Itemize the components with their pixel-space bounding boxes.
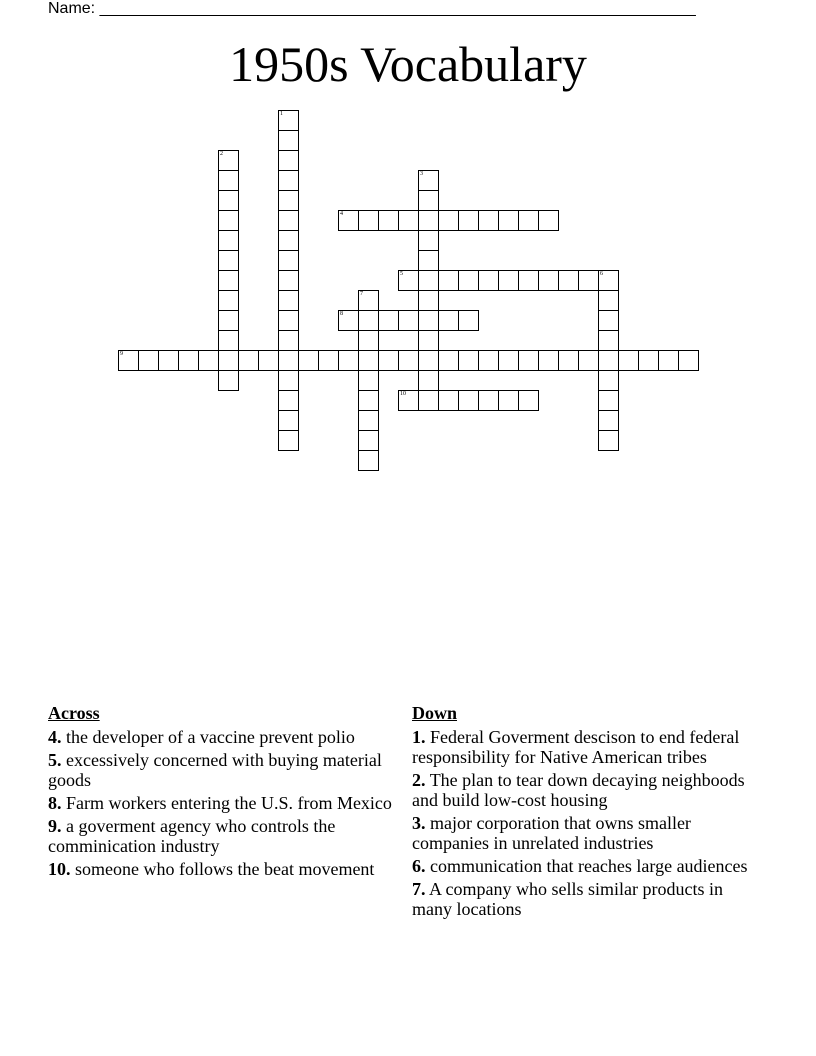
crossword-cell[interactable] [118,350,139,371]
crossword-cell[interactable] [378,210,399,231]
crossword-cell[interactable] [218,170,239,191]
clue-across [48,750,398,790]
down-heading: Down [412,703,458,723]
crossword-cell[interactable] [358,410,379,431]
crossword-cell[interactable] [538,270,559,291]
cell-number: 10 [400,391,406,397]
clue-text: a goverment agency who controls the comminication industry [48,816,336,856]
crossword-cell[interactable] [278,250,299,271]
clue-down [412,727,762,767]
crossword-cell[interactable] [278,390,299,411]
crossword-cell[interactable] [278,110,299,131]
crossword-cell[interactable] [278,410,299,431]
crossword-cell[interactable] [538,350,559,371]
crossword-cell[interactable] [458,270,479,291]
crossword-cell[interactable] [278,310,299,331]
clue-number: 7. [412,879,426,899]
crossword-cell[interactable] [178,350,199,371]
crossword-grid [0,0,816,480]
clue-text: The plan to tear down decaying neighboods and build low-cost housing [412,770,745,810]
name-field[interactable]: Name: ___________________________________________________________________ [48,0,696,17]
crossword-cell[interactable] [498,270,519,291]
crossword-cell[interactable] [318,350,339,371]
crossword-cell[interactable] [338,210,359,231]
crossword-cell[interactable] [518,270,539,291]
crossword-cell[interactable] [358,370,379,391]
clue-number: 6. [412,856,426,876]
crossword-cell[interactable] [358,290,379,311]
crossword-cell[interactable] [418,170,439,191]
crossword-cell[interactable] [438,310,459,331]
crossword-cell[interactable] [478,350,499,371]
clue-across [48,727,398,747]
crossword-cell[interactable] [278,290,299,311]
clue-text: excessively concerned with buying material goods [48,750,382,790]
cell-number: 8 [340,311,343,317]
crossword-cell[interactable] [418,350,439,371]
cell-number: 9 [120,351,123,357]
crossword-cell[interactable] [198,350,219,371]
crossword-cell[interactable] [398,350,419,371]
crossword-cell[interactable] [278,430,299,451]
across-clues [48,703,398,882]
cell-number: 4 [340,211,343,217]
clue-text: communication that reaches large audiences [430,856,748,876]
crossword-cell[interactable] [278,190,299,211]
crossword-cell[interactable] [458,210,479,231]
clue-down [412,813,762,853]
crossword-cell[interactable] [478,270,499,291]
cell-number: 7 [360,291,363,297]
crossword-cell[interactable] [218,190,239,211]
crossword-cell[interactable] [358,390,379,411]
crossword-cell[interactable] [458,350,479,371]
clue-text: A company who sells similar products in many locations [412,879,723,919]
across-heading: Across [48,703,100,723]
crossword-cell[interactable] [598,310,619,331]
clue-number: 10. [48,859,71,879]
crossword-cell[interactable] [558,270,579,291]
clue-across [48,859,398,879]
page-title: 1950s Vocabulary [229,36,587,92]
crossword-cell[interactable] [678,350,699,371]
crossword-cell[interactable] [478,390,499,411]
crossword-cell[interactable] [458,310,479,331]
clue-number: 3. [412,813,426,833]
crossword-cell[interactable] [438,210,459,231]
crossword-cell[interactable] [338,310,359,331]
crossword-cell[interactable] [478,210,499,231]
crossword-cell[interactable] [278,270,299,291]
crossword-cell[interactable] [418,190,439,211]
crossword-cell[interactable] [278,170,299,191]
crossword-cell[interactable] [278,230,299,251]
crossword-cell[interactable] [338,350,359,371]
crossword-cell[interactable] [438,390,459,411]
crossword-cell[interactable] [498,210,519,231]
crossword-cell[interactable] [518,350,539,371]
crossword-cell[interactable] [578,270,599,291]
clue-number: 4. [48,727,62,747]
crossword-cell[interactable] [298,350,319,371]
down-clues [412,703,762,922]
crossword-cell[interactable] [418,210,439,231]
cell-number: 2 [220,151,223,157]
crossword-cell[interactable] [418,250,439,271]
crossword-cell[interactable] [418,390,439,411]
clue-number: 9. [48,816,62,836]
crossword-cell[interactable] [418,310,439,331]
crossword-cell[interactable] [258,350,279,371]
crossword-cell[interactable] [418,230,439,251]
crossword-cell[interactable] [418,330,439,351]
crossword-cell[interactable] [238,350,259,371]
crossword-cell[interactable] [598,410,619,431]
clue-text: someone who follows the beat movement [75,859,375,879]
crossword-cell[interactable] [598,370,619,391]
cell-number: 1 [280,111,283,117]
crossword-cell[interactable] [598,350,619,371]
crossword-cell[interactable] [518,390,539,411]
clue-number: 2. [412,770,426,790]
cell-number: 6 [600,271,603,277]
crossword-cell[interactable] [558,350,579,371]
crossword-cell[interactable] [378,350,399,371]
clue-down [412,879,762,919]
crossword-cell[interactable] [518,210,539,231]
crossword-cell[interactable] [498,350,519,371]
crossword-cell[interactable] [218,350,239,371]
crossword-cell[interactable] [358,310,379,331]
crossword-cell[interactable] [598,290,619,311]
crossword-cell[interactable] [398,310,419,331]
crossword-cell[interactable] [398,210,419,231]
crossword-cell[interactable] [278,330,299,351]
clue-text: the developer of a vaccine prevent polio [66,727,355,747]
crossword-cell[interactable] [418,370,439,391]
clue-text: Federal Goverment descison to end federal responsibility for Native American tribes [412,727,740,767]
crossword-cell[interactable] [398,390,419,411]
cell-number: 5 [400,271,403,277]
crossword-cell[interactable] [378,310,399,331]
crossword-cell[interactable] [618,350,639,371]
clue-down [412,856,762,876]
crossword-cell[interactable] [598,430,619,451]
crossword-cell[interactable] [358,330,379,351]
crossword-cell[interactable] [638,350,659,371]
crossword-cell[interactable] [278,130,299,151]
clue-down [412,770,762,810]
clue-number: 8. [48,793,62,813]
crossword-cell[interactable] [358,430,379,451]
crossword-cell[interactable] [278,350,299,371]
clue-across [48,816,398,856]
crossword-cell[interactable] [218,290,239,311]
crossword-cell[interactable] [418,290,439,311]
crossword-cell[interactable] [418,270,439,291]
crossword-cell[interactable] [218,230,239,251]
crossword-cell[interactable] [218,150,239,171]
crossword-cell[interactable] [218,270,239,291]
crossword-cell[interactable] [218,210,239,231]
crossword-cell[interactable] [578,350,599,371]
crossword-cell[interactable] [458,390,479,411]
crossword-cell[interactable] [278,210,299,231]
crossword-cell[interactable] [278,150,299,171]
crossword-cell[interactable] [398,270,419,291]
crossword-cell[interactable] [358,350,379,371]
crossword-cell[interactable] [538,210,559,231]
crossword-cell[interactable] [138,350,159,371]
crossword-cell[interactable] [598,330,619,351]
crossword-cell[interactable] [218,330,239,351]
clue-text: major corporation that owns smaller companies in unrelated industries [412,813,691,853]
crossword-cell[interactable] [438,270,459,291]
crossword-cell[interactable] [218,250,239,271]
crossword-cell[interactable] [358,450,379,471]
crossword-cell[interactable] [358,210,379,231]
crossword-cell[interactable] [598,270,619,291]
crossword-cell[interactable] [278,370,299,391]
crossword-cell[interactable] [438,350,459,371]
clue-number: 1. [412,727,426,747]
crossword-cell[interactable] [598,390,619,411]
clue-across [48,793,398,813]
clue-text: Farm workers entering the U.S. from Mexico [66,793,392,813]
crossword-cell[interactable] [658,350,679,371]
crossword-cell[interactable] [158,350,179,371]
clue-number: 5. [48,750,62,770]
crossword-cell[interactable] [218,370,239,391]
crossword-cell[interactable] [218,310,239,331]
cell-number: 3 [420,171,423,177]
crossword-cell[interactable] [498,390,519,411]
